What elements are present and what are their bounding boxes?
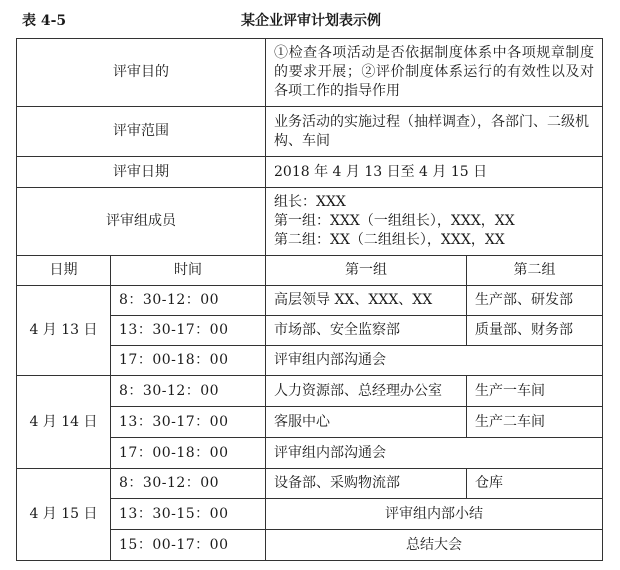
group1-cell: 市场部、安全监察部 [266, 316, 467, 346]
group2-cell: 仓库 [467, 469, 603, 499]
time-cell: 13：30-17：00 [111, 316, 266, 346]
purpose-label: 评审目的 [17, 39, 266, 107]
group1-cell: 客服中心 [266, 407, 467, 438]
merged-cell: 总结大会 [266, 530, 603, 561]
header-date: 日期 [17, 256, 111, 286]
table-number: 表 4-5 [22, 13, 67, 29]
date-label: 评审日期 [17, 157, 266, 188]
header-group2: 第二组 [467, 256, 603, 286]
group1-cell: 设备部、采购物流部 [266, 469, 467, 499]
members-row [17, 188, 603, 256]
scope-row [17, 107, 603, 157]
merged-cell: 评审组内部沟通会 [266, 346, 603, 376]
table-row [17, 469, 603, 499]
table-row [17, 376, 603, 407]
group1-cell: 高层领导 XX、XXX、XX [266, 286, 467, 316]
group2-cell: 质量部、财务部 [467, 316, 603, 346]
members-value [266, 188, 603, 256]
members-label: 评审组成员 [17, 188, 266, 256]
schedule-header-row [17, 256, 603, 286]
date-value: 2018 年 4 月 13 日至 4 月 15 日 [266, 157, 603, 188]
scope-label: 评审范围 [17, 107, 266, 157]
time-cell: 17：00-18：00 [111, 346, 266, 376]
group2-cell: 生产部、研发部 [467, 286, 603, 316]
group2-cell: 生产一车间 [467, 376, 603, 407]
group1-cell: 人力资源部、总经理办公室 [266, 376, 467, 407]
merged-cell: 评审组内部沟通会 [266, 438, 603, 469]
members-line: 第二组：XX（二组组长），XXX，XX [274, 232, 505, 248]
time-cell: 13：30-17：00 [111, 407, 266, 438]
group2-cell: 生产二车间 [467, 407, 603, 438]
header-group1: 第一组 [266, 256, 467, 286]
time-cell: 17：00-18：00 [111, 438, 266, 469]
time-cell: 8：30-12：00 [111, 469, 266, 499]
day-date: 4 月 13 日 [17, 286, 111, 376]
review-plan-table [16, 38, 603, 561]
scope-value: 业务活动的实施过程（抽样调查），各部门、二级机构、车间 [266, 107, 603, 157]
time-cell: 8：30-12：00 [111, 376, 266, 407]
table-caption [16, 6, 606, 28]
header-time: 时间 [111, 256, 266, 286]
table-title: 某企业评审计划表示例 [241, 13, 381, 29]
day-date: 4 月 15 日 [17, 469, 111, 561]
members-line: 组长：XXX [274, 194, 346, 210]
purpose-value: ①检查各项活动是否依据制度体系中各项规章制度的要求开展；②评价制度体系运行的有效性以及对各项工作的指导作用 [266, 39, 603, 107]
members-line: 第一组：XXX（一组组长），XXX，XX [274, 213, 515, 229]
merged-cell: 评审组内部小结 [266, 499, 603, 530]
time-cell: 8：30-12：00 [111, 286, 266, 316]
time-cell: 13：30-15：00 [111, 499, 266, 530]
date-row [17, 157, 603, 188]
table-row [17, 286, 603, 316]
purpose-row [17, 39, 603, 107]
day-date: 4 月 14 日 [17, 376, 111, 469]
time-cell: 15：00-17：00 [111, 530, 266, 561]
